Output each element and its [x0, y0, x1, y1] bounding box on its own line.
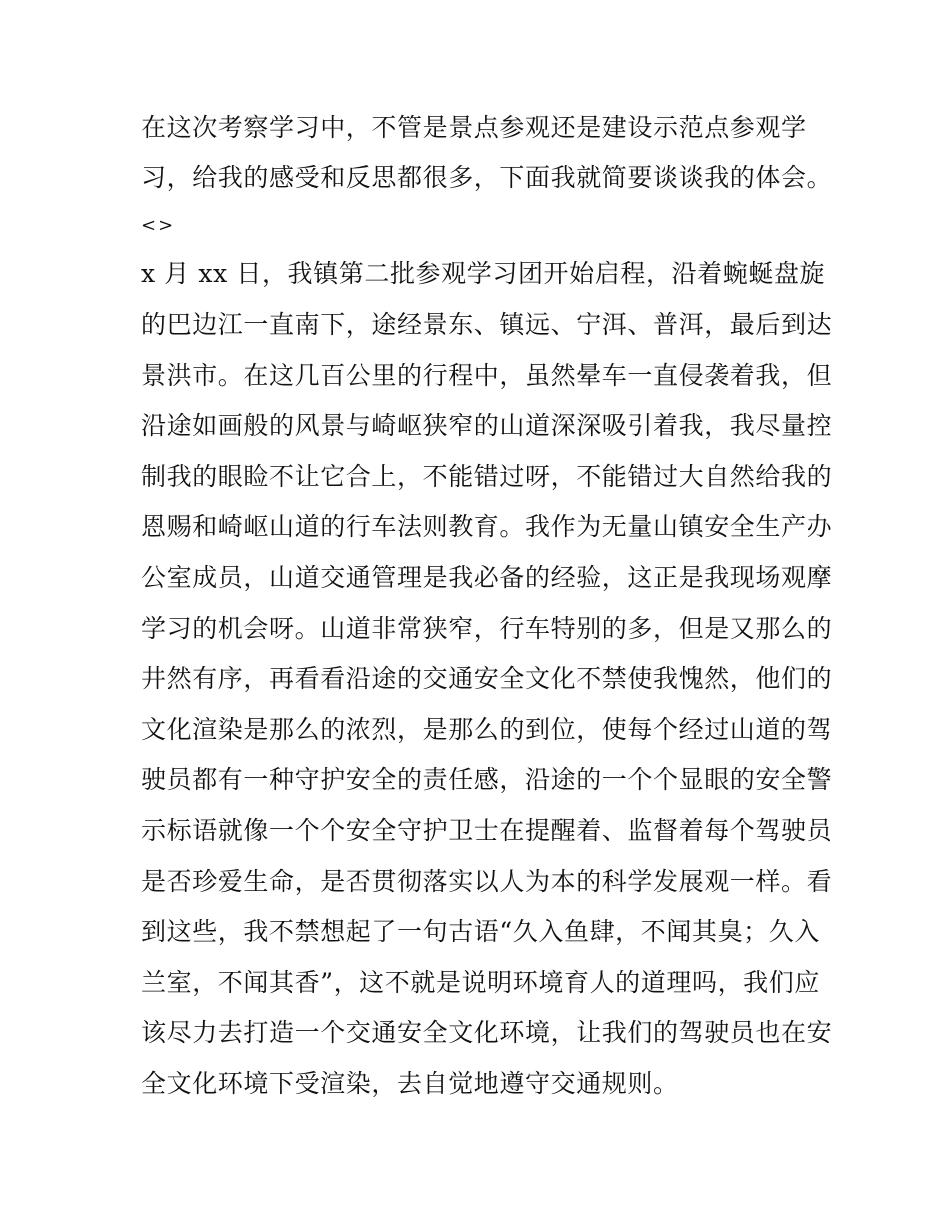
- text-line-12: 井然有序，再看看沿途的交通安全文化不禁使我愧然，他们的: [141, 664, 833, 693]
- text-line-14: 驶员都有一种守护安全的责任感，沿途的一个个显眼的安全警: [141, 765, 833, 794]
- text-line-8: 制我的眼睑不让它合上，不能错过呀，不能错过大自然给我的: [141, 462, 833, 491]
- text-line-13: 文化渲染是那么的浓烈，是那么的到位，使每个经过山道的驾: [141, 715, 833, 744]
- text-line-6: 景洪市。在这几百公里的行程中，虽然晕车一直侵袭着我，但: [141, 361, 833, 390]
- text-line-9: 恩赐和崎岖山道的行车法则教育。我作为无量山镇安全生产办: [141, 512, 833, 541]
- text-line-4: x 月 xx 日，我镇第二批参观学习团开始启程，沿着蜿蜒盘旋: [141, 259, 826, 288]
- text-line-11: 学习的机会呀。山道非常狭窄，行车特别的多，但是又那么的: [141, 614, 833, 643]
- text-line-5: 的巴边江一直南下，途经景东、镇远、宁洱、普洱，最后到达: [141, 310, 833, 339]
- text-line-20: 全文化环境下受渲染，去自觉地遵守交通规则。: [141, 1069, 679, 1098]
- text-line-1: 在这次考察学习中，不管是景点参观还是建设示范点参观学: [141, 113, 807, 142]
- text-line-3: <>: [141, 215, 176, 236]
- text-line-19: 该尽力去打造一个交通安全文化环境，让我们的驾驶员也在安: [141, 1018, 833, 1047]
- text-line-18: 兰室，不闻其香”，这不就是说明环境育人的道理吗，我们应: [141, 968, 820, 997]
- text-line-17: 到这些，我不禁想起了一句古语“久入鱼肆，不闻其臭；久入: [141, 917, 820, 946]
- text-line-15: 示标语就像一个个安全守护卫士在提醒着、监督着每个驾驶员: [141, 816, 833, 845]
- text-line-16: 是否珍爱生命，是否贯彻落实以人为本的科学发展观一样。看: [141, 867, 833, 896]
- text-line-2: 习，给我的感受和反思都很多，下面我就简要谈谈我的体会。: [141, 163, 833, 192]
- text-line-10: 公室成员，山道交通管理是我必备的经验，这正是我现场观摩: [141, 563, 833, 592]
- text-line-7: 沿途如画般的风景与崎岖狭窄的山道深深吸引着我，我尽量控: [141, 411, 833, 440]
